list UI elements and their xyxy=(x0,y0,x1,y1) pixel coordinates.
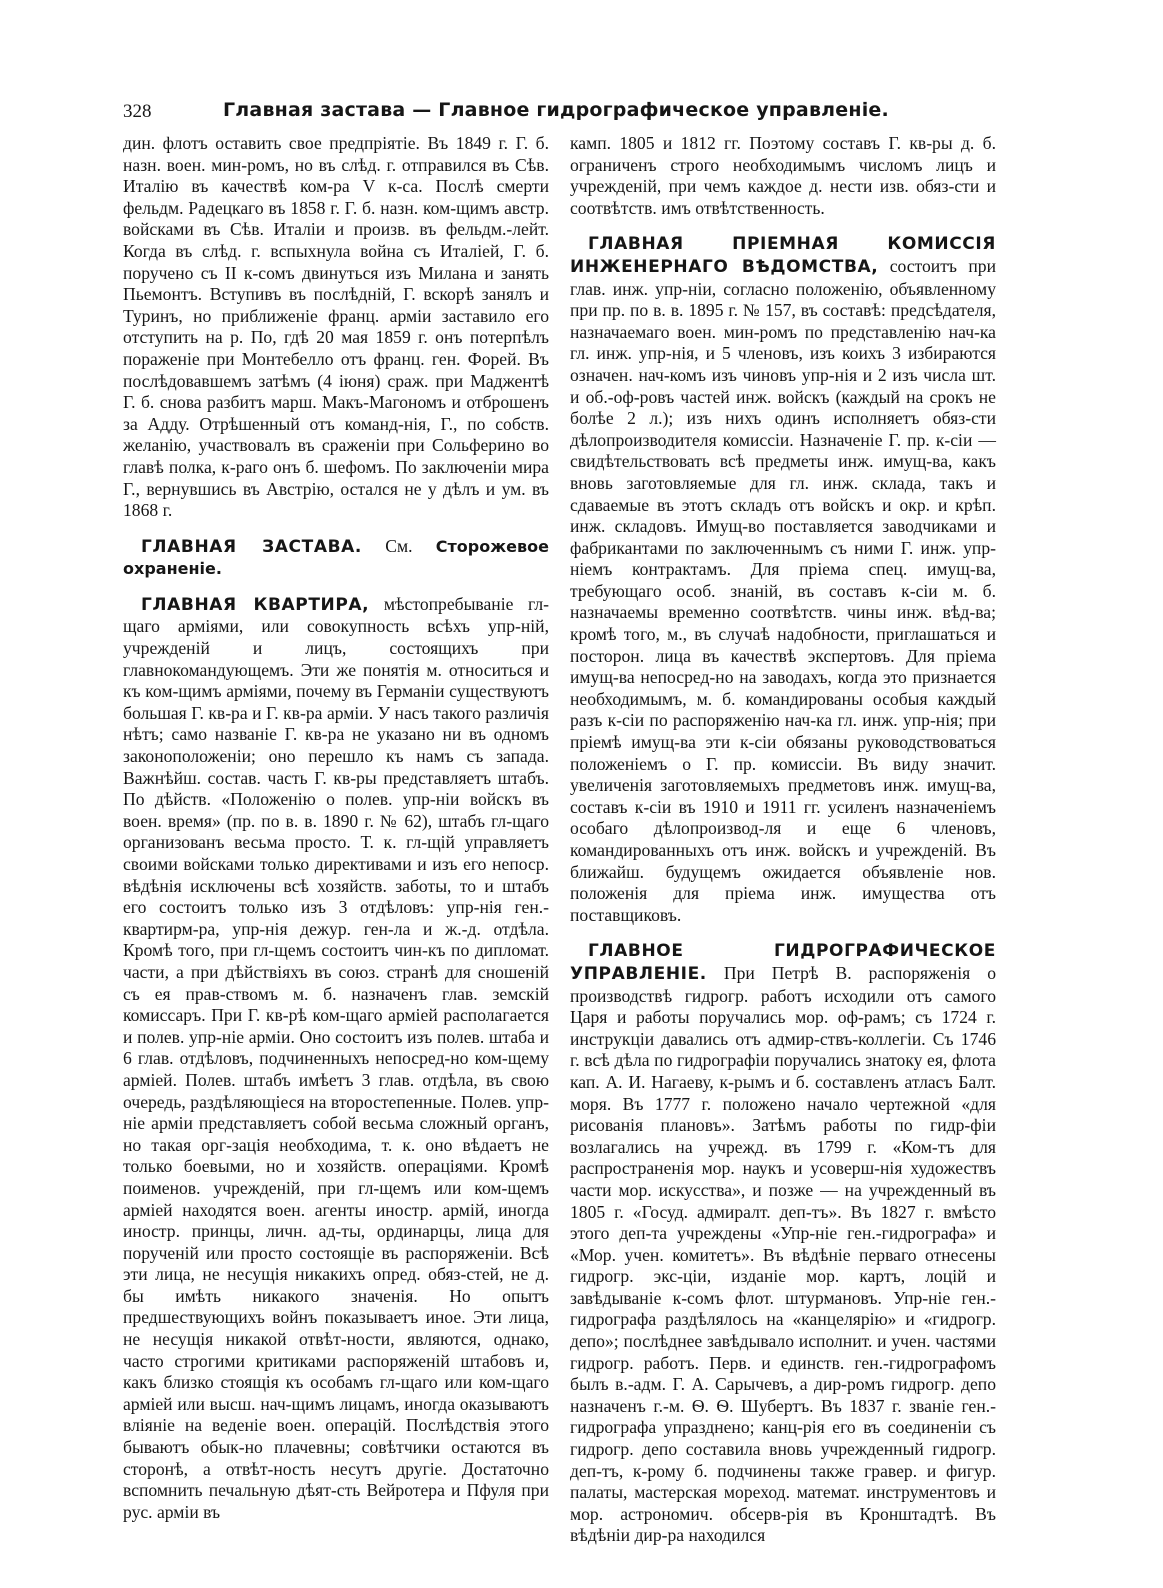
entry-body: мѣстопребываніе гл-щаго арміями, или совокупность всѣхъ упр-ній, учрежденій и лицъ, состоящихъ при главнокомандующемъ. Эти же понятія м. относиться и къ ком-щимъ арміями, почему въ Германіи существуютъ большая Г. кв-ра и Г. кв-ра арміи. У насъ такого различія нѣтъ; само названіе Г. кв-ра не указано ни въ одномъ законоположеніи; оно перешло къ намъ съ запада. Важнѣйш. состав. часть Г. кв-ры представляетъ штабъ. По дѣйств. «Положенію о полев. упр-ніи войскъ въ воен. время» (пр. по в. в. 1890 г. № 62), штабъ гл-щаго организованъ весьма просто. Т. к. гл-щій управляетъ своими войсками только директивами и изъ его непоср. вѣдѣнія исключены всѣ хозяйств. заботы, то и штабъ его состоитъ только изъ 3 отдѣловъ: упр-нія ген.-квартирм-ра, упр-нія дежур. ген-ла и ж.-д. отдѣла. Кромѣ того, при гл-щемъ состоитъ чин-къ по дипломат. части, а при дѣйствіяхъ въ союз. странѣ для сношеній съ ея прав-ствомъ м. б. назначенъ глав. земскій комиссаръ. При Г. кв-рѣ ком-щаго арміей располагается и полев. упр-ніе арміи. Оно состоитъ изъ полев. штаба и 6 глав. отдѣловъ, подчиненныхъ непосред-но ком-щему арміей. Полев. штабъ имѣетъ 3 глав. отдѣла, въ свою очередь, раздѣляющіеся на второстепенные. Полев. упр-ніе арміи представляетъ собой весьма сложный органъ, но такая орг-зація необходима, т. к. оно вѣдаетъ не только боевыми, но и хозяйств. операціями. Кромѣ поименов. учрежденій, при гл-щемъ или ком-щемъ арміей находятся воен. агенты иностр. армій, иногда иностр. принцы, личн. ад-ты, ординарцы, лица для порученій или просто состоящіе въ распоряженіи. Всѣ эти лица, не несущія никакихъ опред. обяз-стей, не д. бы имѣть никакого значенія. Но опытъ предшествующихъ войнъ показываетъ иное. Эти лица, не несущія никакой отвѣт-ности, являются, однако, часто строгими критиками распоряженій штабовъ и, какъ близко стоящія къ особамъ гл-щаго или ком-щаго арміей или высш. нач-щимъ лицамъ, иногда оказываютъ вліяніе на веденіе воен. операцій. Послѣдствія этого бываютъ обык-но плачевны; совѣтчики остаются въ сторонѣ, а отвѣт-ность несутъ другіе. Достаточно вспомнить печальную дѣят-сть Вейротера и Пфуля при рус. арміи въ xyxy=(123,593,549,1522)
running-title: Главная застава — Главное гидрографическое управленіе. xyxy=(223,99,889,121)
left-column xyxy=(123,133,549,1523)
see-also-label: См. xyxy=(385,535,413,556)
entry-glavnoe-gidrograficheskoe-upravlenie xyxy=(570,940,996,1547)
continuation-paragraph: камп. 1805 и 1812 гг. Поэтому составъ Г. кв-ры д. б. ограниченъ строго необходимымъ числомъ лицъ и учрежденій, при чемъ каждое д. нести изв. обяз-сти и соотвѣтств. имъ отвѣтственность. xyxy=(570,133,996,218)
entry-glavnaya-priemnaya-komissiya xyxy=(570,233,996,926)
entry-headword: ГЛАВНАЯ КВАРТИРА, xyxy=(141,594,370,615)
continuation-paragraph: дин. флотъ оставить свое предпріятіе. Въ 1849 г. Г. б. назн. воен. мин-ромъ, но въ слѣд. г. отправился въ Сѣв. Италію въ качествѣ ком-ра V к-са. Послѣ смерти фельдм. Радецкаго въ 1858 г. Г. б. назн. ком-щимъ австр. войсками въ Сѣв. Италіи и произв. въ фельдм.-лейт. Когда въ слѣд. г. вспыхнула война съ Италіей, Г. б. поручено съ II к-сомъ двинуться изъ Милана и занять Пьемонтъ. Вступивъ въ послѣдній, Г. вскорѣ занялъ и Туринъ, но приближеніе франц. арміи заставило его отступить на р. По, гдѣ 20 мая 1859 г. онъ потерпѣлъ пораженіе при Монтебелло отъ франц. ген. Форей. Въ послѣдовавшемъ затѣмъ (4 іюня) сраж. при Маджентѣ Г. б. снова разбитъ марш. Макъ-Магономъ и отброшенъ за Адду. Отрѣшенный отъ команд-нія, Г., по собств. желанію, участвовалъ въ сраженіи при Сольферино во главѣ полка, к-раго онъ б. шефомъ. По заключеніи мира Г., вернувшись въ Австрію, остался не у дѣлъ и ум. въ 1868 г. xyxy=(123,133,549,521)
entry-headword: ГЛАВНОЕ ГИДРОГРАФИЧЕСКОЕ УПРАВЛЕНІЕ. xyxy=(570,941,996,984)
page-header xyxy=(123,101,1035,131)
entry-glavnaya-kvartira xyxy=(123,594,549,1524)
cross-reference-link[interactable]: Сторожевое охраненіе. xyxy=(123,536,549,579)
entry-body: При Петрѣ В. распоряженія о производствѣ гидрогр. работъ исходили отъ самого Царя и работы поручались мор. оф-рамъ; съ 1724 г. инструкціи давались отъ адмир-ствъ-коллегіи. Съ 1746 г. всѣ дѣла по гидрографіи поручались знатоку ея, флота кап. А. И. Нагаеву, к-рымъ и б. составленъ атласъ Балт. моря. Въ 1777 г. положено начало чертежной «для рисованія плановъ». Затѣмъ работы по гидр-фіи возлагались на учрежд. въ 1799 г. «Ком-тъ для распространенія мор. наукъ и усоверш-нія художествъ части мор. искусства», и позже — на учрежденный въ 1805 г. «Госуд. адмиралт. деп-тъ». Въ 1827 г. вмѣсто этого деп-та учреждены «Упр-ніе ген.-гидрографа» и «Мор. учен. комитетъ». Въ вѣдѣніе перваго отнесены гидрогр. экс-ціи, изданіе мор. картъ, лоцій и завѣдываніе к-сомъ флот. штурмановъ. Упр-ніе ген.-гидрографа раздѣлялось на «канцелярію» и «гидрогр. депо»; послѣднее завѣдывало исполнит. и учен. частями гидрогр. работъ. Перв. и единств. ген.-гидрографомъ былъ в.-адм. Г. А. Сарычевъ, а дир-ромъ гидрогр. депо назначенъ г.-м. Ѳ. Ѳ. Шубертъ. Въ 1837 г. званіе ген.-гидрографа упразднено; канц-рія его въ соединеніи съ гидрогр. депо составила вновь учрежденный гидрогр. деп-тъ, к-рому б. подчинены также гравер. и фигур. палаты, мастерская мореход. математ. инструментовъ и мор. астрономич. обсерв-рія въ Кронштадтѣ. Въ вѣдѣніи дир-ра находился xyxy=(570,962,997,1546)
entry-body: состоитъ при глав. инж. упр-ніи, согласно положенію, объявленному при пр. по в. в. 1895 г. № 157, въ составѣ: предсѣдателя, назначаемаго воен. мин-ромъ по представленію нач-ка гл. инж. упр-нія, и 5 членовъ, изъ коихъ 3 избираются означен. нач-комъ изъ чиновъ упр-нія и 2 изъ числа шт. и об.-оф-ровъ частей инж. войскъ (каждый на срокъ не болѣе 2 л.); изъ нихъ одинъ исполняетъ обяз-сти дѣлопроизводителя комиссіи. Назначеніе Г. пр. к-сіи — свидѣтельствовать всѣ предметы инж. имущ-ва, какъ вновь заготовляемые для гл. инж. склада, такъ и сдаваемые въ этотъ складъ отъ войскъ и окр. и крѣп. инж. складовъ. Имущ-во поставляется заводчиками и фабрикантами по заключеннымъ съ ними Г. инж. упр-ніемъ контрактамъ. Для пріема спец. имущ-ва, требующаго особ. знаній, въ составъ к-сіи м. б. назначаемы временно соотвѣтств. чины инж. вѣд-ва; кромѣ того, м., въ случаѣ надобности, приглашаться и посторон. лица въ качествѣ экспертовъ. Для пріема имущ-ва непосред-но на заводахъ, когда это признается необходимымъ, м. б. командированы особыя каждый разъ к-сіи по распоряженію нач-ка гл. инж. упр-нія; при пріемѣ имущ-ва эти к-сіи обязаны руководствоваться положеніемъ о Г. пр. комиссіи. Въ виду значит. увеличенія заготовляемыхъ предметовъ инж. имущ-ва, составъ к-сіи въ 1910 и 1911 гг. усиленъ назначеніемъ особаго дѣлопроизвод-ля и еще 6 членовъ, командированныхъ отъ инж. войскъ и учрежденій. Въ ближайш. будущемъ ожидается объявленіе нов. положенія для пріема инж. имущества отъ поставщиковъ. xyxy=(570,255,996,925)
entry-headword: ГЛАВНАЯ ЗАСТАВА. xyxy=(141,536,362,557)
entry-headword: ГЛАВНАЯ ПРІЕМНАЯ КОМИССІЯ ИНЖЕНЕРНАГО ВѢДОМСТВА, xyxy=(570,234,996,277)
page-number: 328 xyxy=(123,101,152,122)
right-column xyxy=(570,133,996,1547)
entry-glavnaya-zastava xyxy=(123,536,549,580)
